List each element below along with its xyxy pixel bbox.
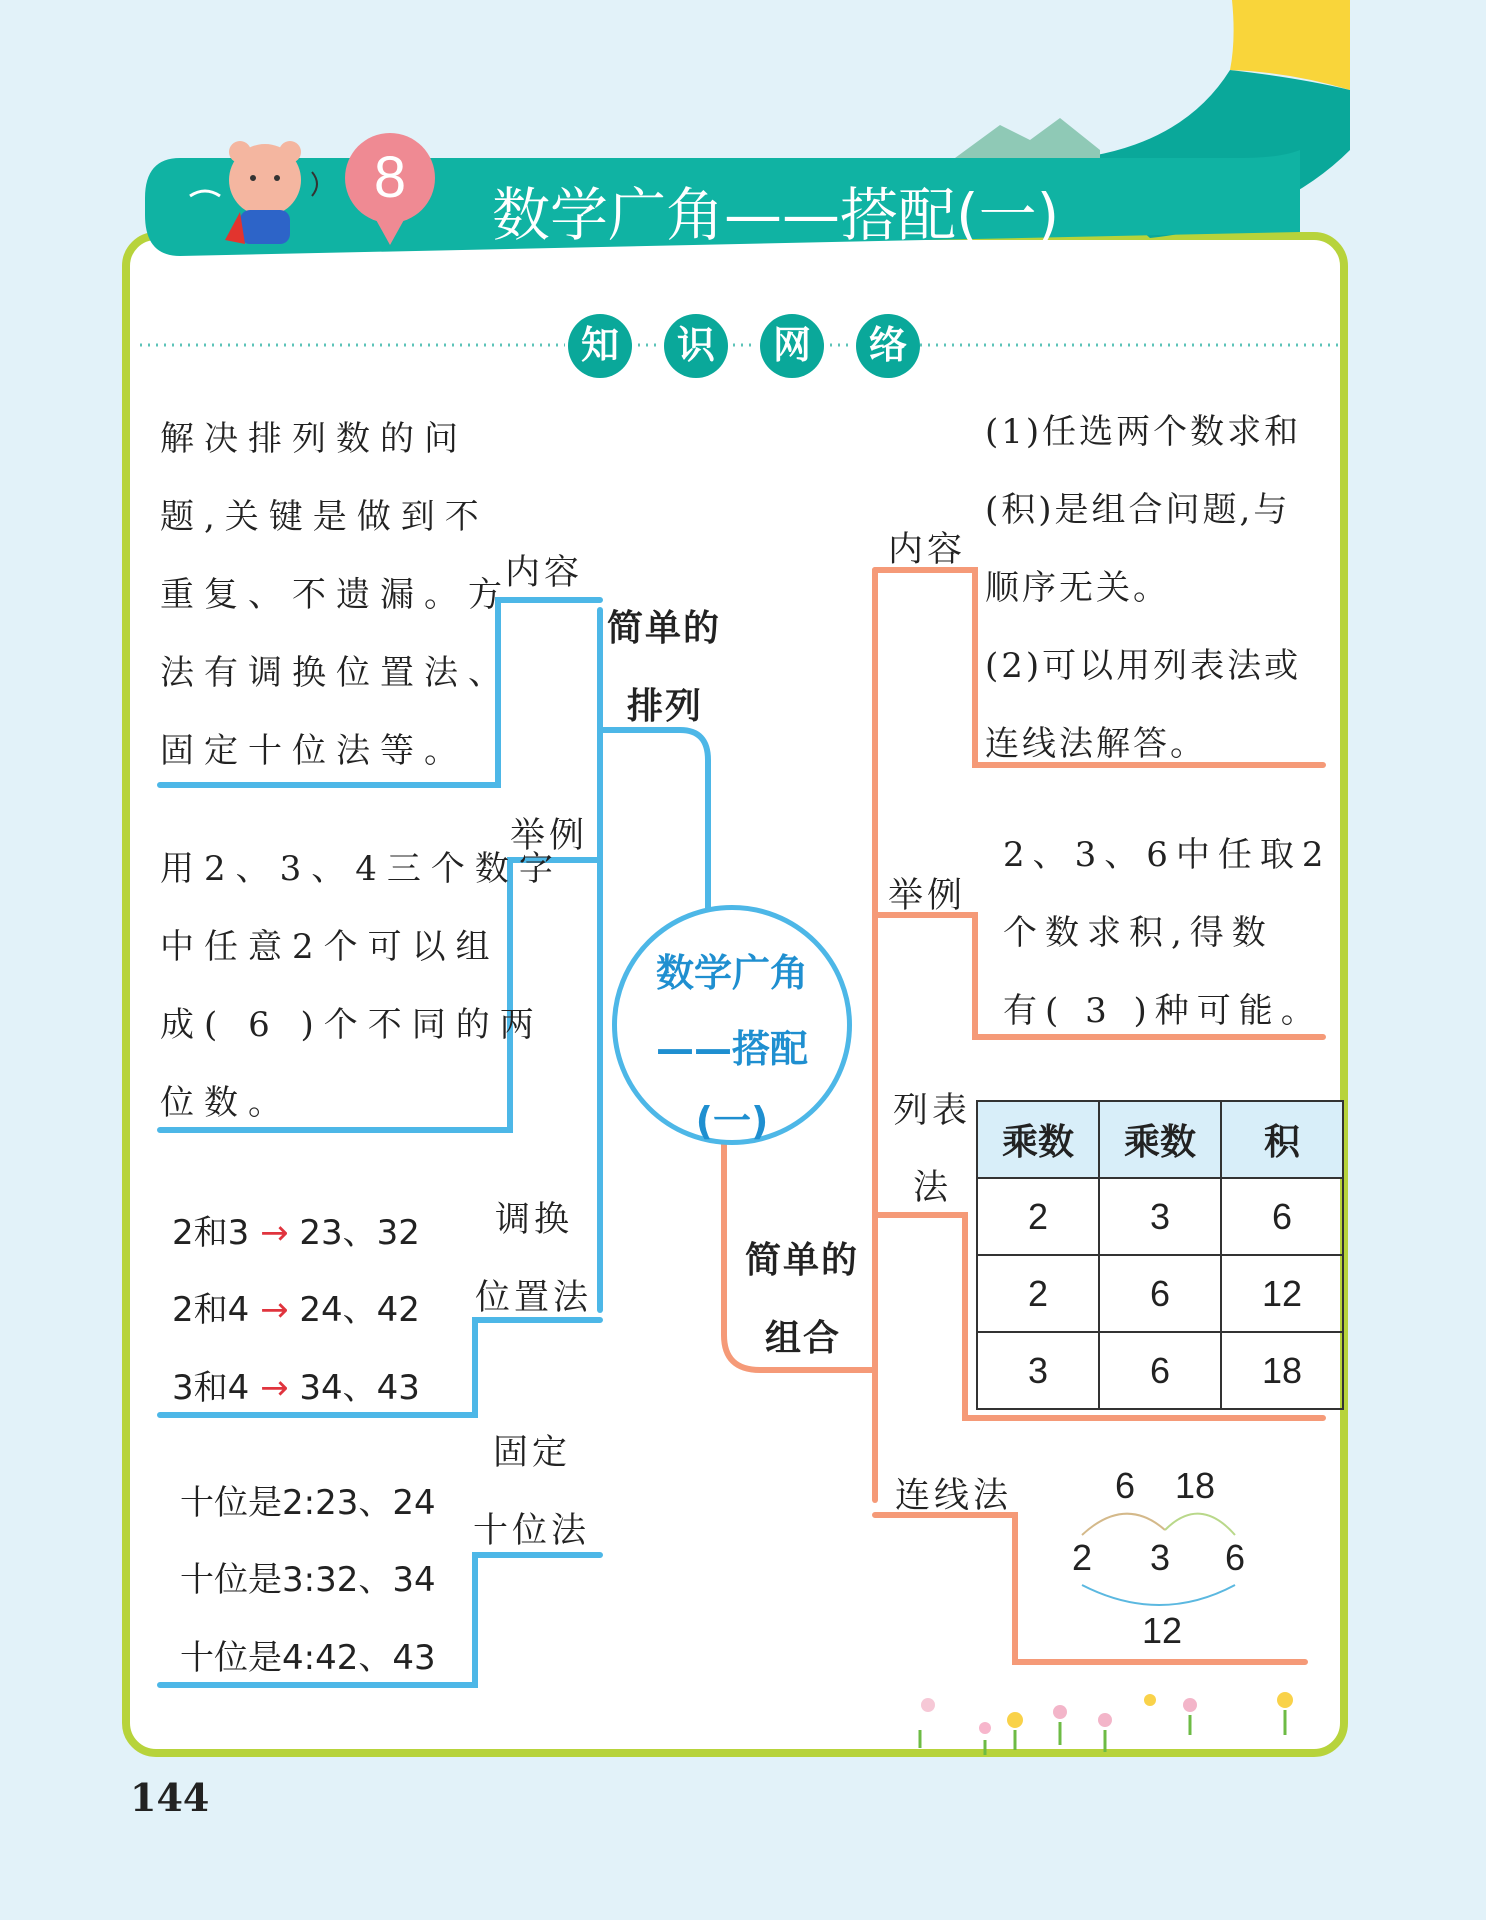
section-title-char: 网 bbox=[760, 314, 824, 378]
center-line: ——搭配 bbox=[655, 1027, 808, 1071]
line-method-label: 连线法 bbox=[895, 1476, 1013, 1516]
section-title-char: 知 bbox=[568, 314, 632, 378]
table-cell: 12 bbox=[1221, 1255, 1343, 1332]
table-method-label-2: 法 bbox=[913, 1168, 953, 1208]
right-branch-line1: 简单的 bbox=[745, 1240, 860, 1281]
pair: 2和3 bbox=[172, 1213, 250, 1253]
text-line: 个数求积,得数 bbox=[1003, 913, 1274, 953]
text-line: 连线法解答。 bbox=[985, 724, 1207, 764]
arrow-icon: → bbox=[260, 1290, 289, 1330]
product-table bbox=[976, 1100, 1344, 1410]
bear-mascot-icon bbox=[225, 141, 301, 244]
fixed-method-label-2: 十位法 bbox=[473, 1511, 591, 1551]
table-row bbox=[977, 1332, 1343, 1409]
text-line: 题,关键是做到不 bbox=[160, 497, 489, 537]
text-line: 固定十位法等。 bbox=[160, 731, 468, 771]
table-cell: 18 bbox=[1221, 1332, 1343, 1409]
left-example-label: 举例 bbox=[510, 816, 589, 856]
text-line: 2、3、6中任取2 bbox=[1003, 835, 1332, 875]
table-method-label-1: 列表 bbox=[893, 1091, 972, 1131]
table-row bbox=[977, 1255, 1343, 1332]
line-bottom-number: 12 bbox=[1142, 1610, 1183, 1651]
page-number: 144 bbox=[130, 1775, 210, 1820]
center-line: (一) bbox=[695, 1099, 769, 1143]
table-header-cell: 乘数 bbox=[977, 1101, 1099, 1178]
chapter-number-badge: 8 bbox=[345, 133, 435, 223]
table-cell: 3 bbox=[1099, 1178, 1221, 1255]
swap-row bbox=[172, 1360, 420, 1409]
center-line: 数学广角 bbox=[655, 951, 808, 995]
text-line: 成( 6 )个不同的两 bbox=[160, 1005, 544, 1045]
left-branch-line2: 排列 bbox=[627, 686, 704, 727]
table-cell: 6 bbox=[1221, 1178, 1343, 1255]
line-top-number: 6 bbox=[1115, 1465, 1136, 1506]
arrow-icon: → bbox=[260, 1213, 289, 1253]
pair: 3和4 bbox=[172, 1368, 250, 1408]
arrow-icon: → bbox=[260, 1368, 289, 1408]
line-middle-number: 3 bbox=[1150, 1537, 1171, 1578]
text-line: 重复、不遗漏。方 bbox=[160, 575, 512, 615]
right-branch-line2: 组合 bbox=[765, 1318, 842, 1359]
text-line: 有( 3 )种可能。 bbox=[1003, 991, 1323, 1031]
table-header-cell: 积 bbox=[1221, 1101, 1343, 1178]
right-example-text bbox=[1003, 816, 1332, 1050]
table-cell: 2 bbox=[977, 1178, 1099, 1255]
fixed-method-label-1: 固定 bbox=[493, 1433, 572, 1473]
chapter-title: 数学广角——搭配(一) bbox=[492, 181, 1060, 249]
fixed-row: 十位是2:23、24 bbox=[180, 1483, 436, 1523]
line-top-number: 18 bbox=[1175, 1465, 1216, 1506]
text-line: 用2、3、4三个数字 bbox=[160, 849, 563, 889]
table-cell: 3 bbox=[977, 1332, 1099, 1409]
fixed-row: 十位是3:32、34 bbox=[180, 1560, 436, 1600]
table-row bbox=[977, 1178, 1343, 1255]
text-line: (1)任选两个数求和 bbox=[985, 412, 1302, 452]
text-line: 解决排列数的问 bbox=[160, 419, 468, 459]
line-middle-number: 6 bbox=[1225, 1537, 1246, 1578]
fixed-row: 十位是4:42、43 bbox=[180, 1638, 436, 1678]
center-node bbox=[612, 905, 852, 1145]
left-content-text bbox=[160, 400, 512, 790]
text-line: 顺序无关。 bbox=[985, 568, 1170, 608]
section-title-char: 络 bbox=[856, 314, 920, 378]
line-middle-number: 2 bbox=[1072, 1537, 1093, 1578]
result: 23、32 bbox=[299, 1213, 420, 1253]
text-line: 中任意2个可以组 bbox=[160, 927, 500, 967]
swap-row bbox=[172, 1205, 420, 1254]
swap-method-label-1: 调换 bbox=[495, 1200, 574, 1240]
text-line: 法有调换位置法、 bbox=[160, 653, 512, 693]
pair: 2和4 bbox=[172, 1290, 250, 1330]
table-cell: 6 bbox=[1099, 1255, 1221, 1332]
table-cell: 2 bbox=[977, 1255, 1099, 1332]
text-line: (2)可以用列表法或 bbox=[985, 646, 1302, 686]
right-content-label: 内容 bbox=[888, 530, 967, 570]
swap-method-label-2: 位置法 bbox=[475, 1278, 593, 1318]
result: 24、42 bbox=[299, 1290, 420, 1330]
right-example-label: 举例 bbox=[888, 876, 967, 916]
table-header-cell: 乘数 bbox=[1099, 1101, 1221, 1178]
section-title-char: 识 bbox=[664, 314, 728, 378]
left-content-label: 内容 bbox=[505, 553, 584, 593]
text-line: (积)是组合问题,与 bbox=[985, 490, 1291, 530]
left-example-text bbox=[160, 830, 563, 1142]
right-content-text bbox=[985, 393, 1301, 783]
table-cell: 6 bbox=[1099, 1332, 1221, 1409]
swap-row bbox=[172, 1282, 420, 1331]
text-line: 位数。 bbox=[160, 1083, 292, 1123]
flowers-decoration-icon bbox=[920, 1692, 1293, 1755]
table-header-row bbox=[977, 1101, 1343, 1178]
left-branch-line1: 简单的 bbox=[607, 608, 722, 649]
result: 34、43 bbox=[299, 1368, 420, 1408]
